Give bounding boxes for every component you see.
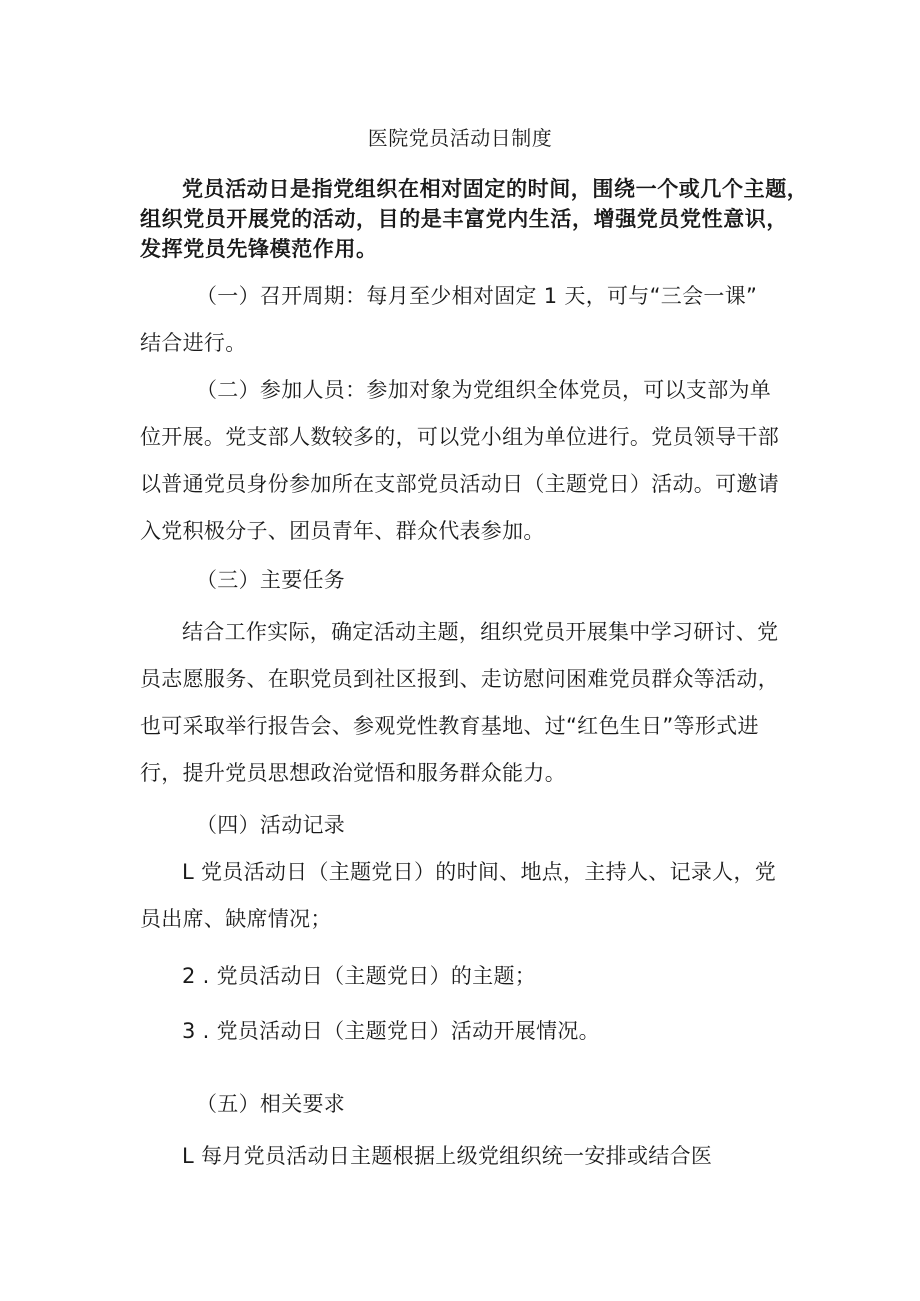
section-4-item-1-line-2: 员出席、缺席情况； (140, 907, 332, 931)
section-5-heading: （五）相关要求 (196, 1092, 346, 1116)
intro-line-3: 发挥党员先锋模范作用。 (140, 236, 378, 261)
section-2-line-3: 以普通党员身份参加所在支部党员活动日（主题党日）活动。可邀请 (140, 472, 779, 496)
section-1-line-2: 结合进行。 (140, 331, 247, 355)
section-2-line-4: 入党积极分子、团员青年、群众代表参加。 (140, 519, 545, 543)
section-3-line-2: 员志愿服务、在职党员到社区报到、走访慰问困难党员群众等活动， (140, 667, 779, 691)
section-4-item-2: 2 . 党员活动日（主题党日）的主题； (182, 964, 537, 988)
section-4-item-3: 3 . 党员活动日（主题党日）活动开展情况。 (182, 1019, 600, 1043)
section-3-line-3: 也可采取举行报告会、参观党性教育基地、过“红色生日”等形式进 (140, 714, 759, 738)
section-1-line-1: （一）召开周期：每月至少相对固定 1 天，可与“三会一课” (196, 284, 758, 308)
section-4-item-1-line-1: L 党员活动日（主题党日）的时间、地点，主持人、记录人，党 (182, 860, 777, 884)
intro-line-2: 组织党员开展党的活动，目的是丰富党内生活，增强党员党性意识， (140, 206, 788, 231)
intro-line-1: 党员活动日是指党组织在相对固定的时间，围绕一个或几个主题， (182, 176, 809, 201)
section-4-heading: （四）活动记录 (196, 813, 346, 837)
section-2-line-2: 位开展。党支部人数较多的，可以党小组为单位进行。党员领导干部 (140, 425, 779, 449)
section-3-heading: （三）主要任务 (196, 568, 346, 592)
section-3-line-4: 行，提升党员思想政治觉悟和服务群众能力。 (140, 761, 566, 785)
section-2-line-1: （二）参加人员：参加对象为党组织全体党员，可以支部为单 (196, 378, 772, 402)
document-title: 医院党员活动日制度 (367, 126, 553, 150)
section-5-item-1: L 每月党员活动日主题根据上级党组织统一安排或结合医 (182, 1144, 713, 1168)
section-3-line-1: 结合工作实际，确定活动主题，组织党员开展集中学习研讨、党 (182, 620, 779, 644)
